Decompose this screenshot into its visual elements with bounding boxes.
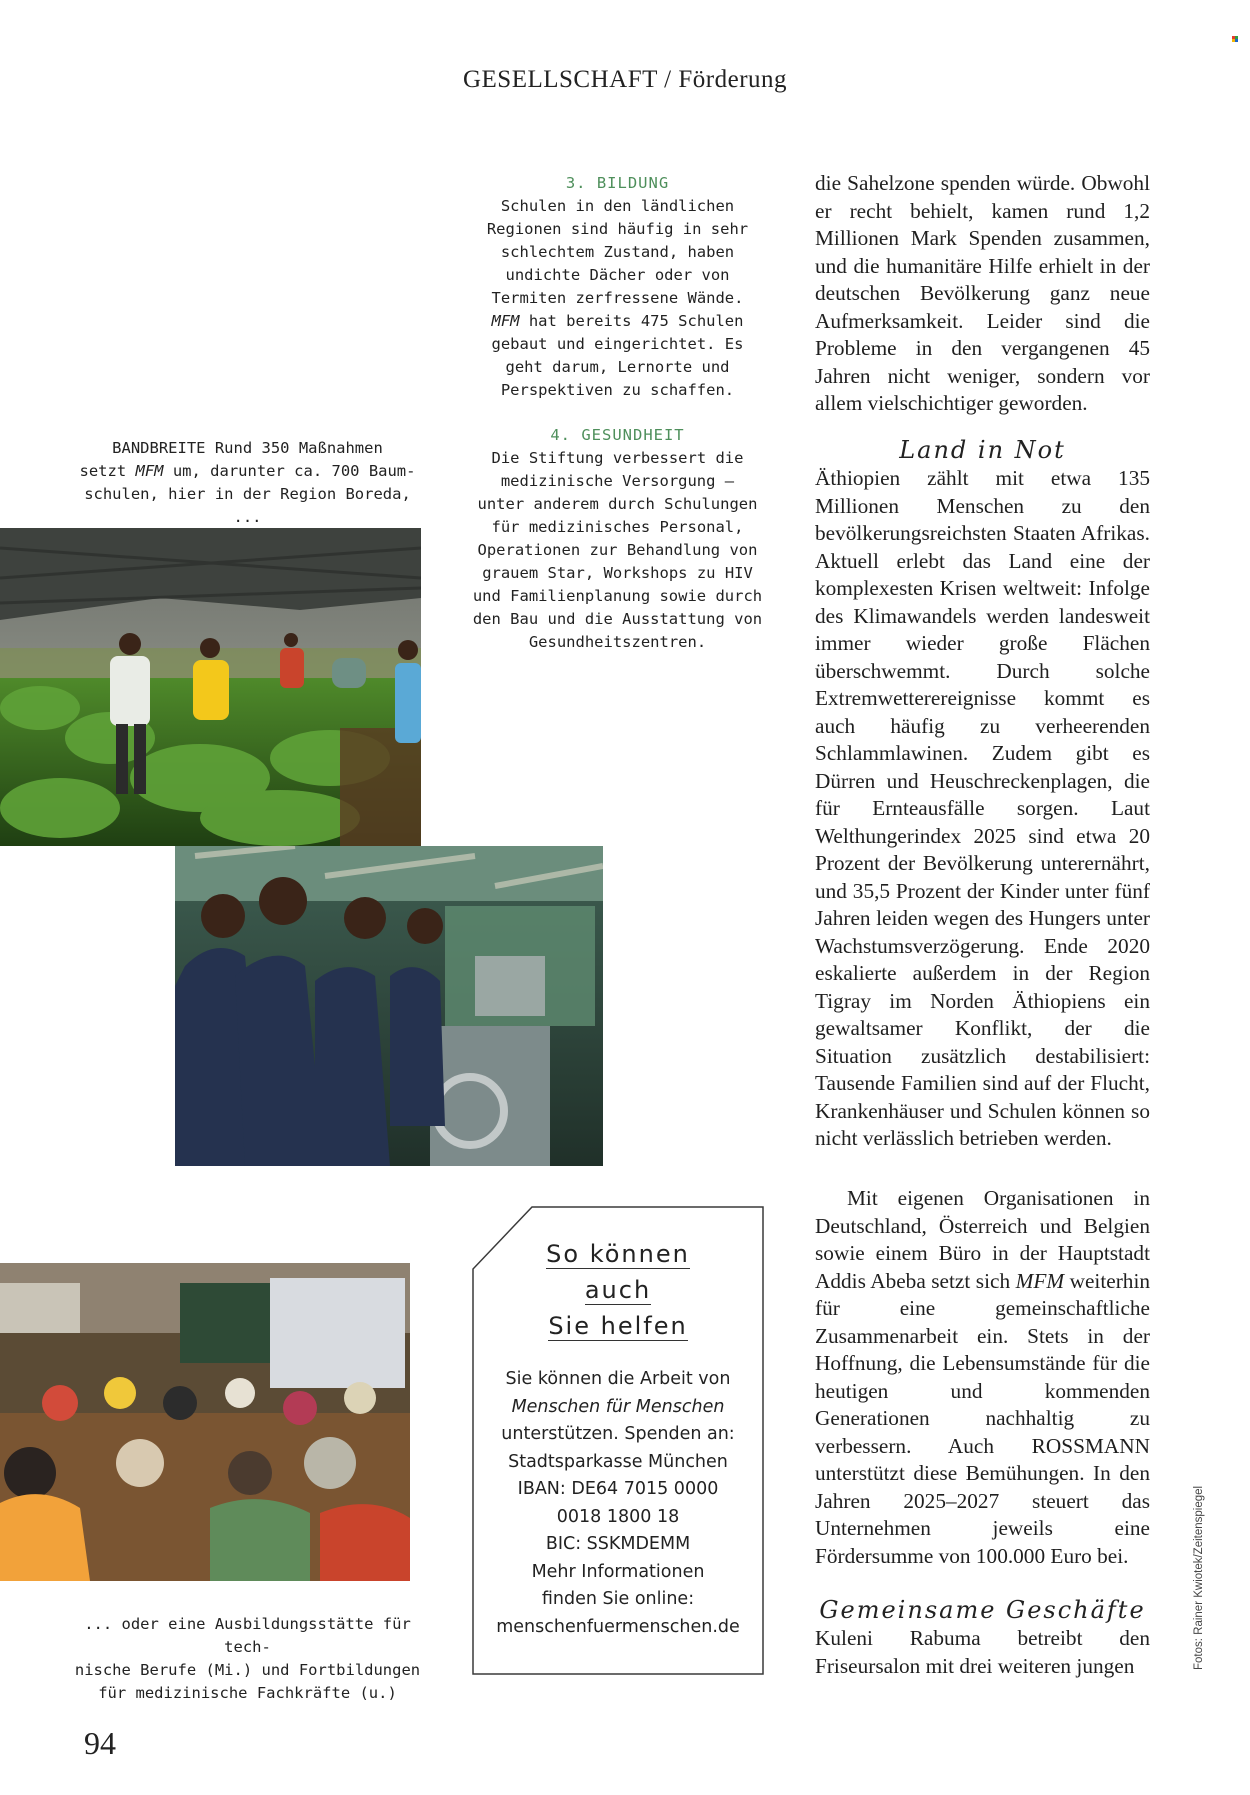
bildung-line: gebaut und eingerichtet. Es bbox=[491, 335, 744, 353]
article-paragraph: Mit eigenen Organisationen in Deutschland, Österreich und Belgien sowie einem Büro in der Hauptstadt Addis Abeba setzt sich MFM weiterhin für eine gemeinschaftliche Zusammenarbeit ein. Stets in der Hoffnung, die Lebensumstände für die heutigen und kommenden Generationen nachhaltig zu verbessern. Auch ROSSMANN unterstützt diese Bemühungen. In den Jahren 2025–2027 steuert das Unternehmen jeweils eine Fördersumme von 100.000 Euro bei. bbox=[815, 1186, 1151, 1568]
corner-color-mark bbox=[1232, 36, 1238, 42]
mfm-abbrev: MFM bbox=[1015, 1268, 1065, 1293]
caption-lead: BANDBREITE bbox=[112, 439, 206, 457]
gesundheit-line: grauem Star, Workshops zu HIV bbox=[482, 564, 753, 582]
infobox-line: finden Sie online: bbox=[541, 1589, 695, 1609]
infobox-org: Menschen für Menschen bbox=[511, 1396, 725, 1417]
article-column bbox=[815, 170, 1150, 1680]
infobox-url-link[interactable]: menschenfuermenschen.de bbox=[496, 1616, 740, 1637]
bildung-line: Schulen in den ländlichen bbox=[500, 197, 735, 215]
tree-nursery-photo bbox=[0, 528, 421, 846]
bildung-line: MFM hat bereits 475 Schulen bbox=[491, 312, 744, 330]
infobox-line: Sie können die Arbeit von bbox=[505, 1369, 731, 1389]
infobox-title-line: Sie helfen bbox=[548, 1312, 688, 1340]
article-paragraph: Äthiopien zählt mit etwa 135 Millionen Menschen zu den bevölkerungsreichsten Staaten Afrikas. Aktuell erlebt das Land eine der komplexesten Krisen weltweit: Infolge des Klimawandels werden landesweit immer wieder große Flächen überschwemmt. Durch solche Extremwetterereignisse kommt es auch häufig zu verheerenden Schlammlawinen. Zudem gibt es Dürren und Heuschreckenplagen, die für Ernteausfälle sorgen. Laut Welthungerindex 2025 sind etwa 20 Prozent der Bevölkerung unterernährt, und 35,5 Prozent der Kinder unter fünf Jahren leiden wegen des Hungers unter Wachstumsverzögerung. Ende 2020 eskalierte außerdem in der Region Tigray im Norden Äthiopiens ein gewaltsamer Konflikt, der die Situation zusätzlich destabilisiert: Tausende Familien sind auf der Flucht, Krankenhäuser und Schulen können so nicht verlässlich betrieben werden. bbox=[815, 466, 1150, 1150]
bildung-line: geht darum, Lernorte und bbox=[505, 358, 730, 376]
gesundheit-line: Gesundheitszentren. bbox=[528, 633, 707, 651]
caption-bottom-line: ... oder eine Ausbildungsstätte für tech- bbox=[84, 1615, 411, 1656]
infobox-iban: 0018 1800 18 bbox=[556, 1506, 680, 1527]
caption-bottom-line: für medizinische Fachkräfte (u.) bbox=[98, 1684, 397, 1702]
infobox-title-line: So können bbox=[546, 1240, 690, 1268]
infobox-bank: Stadtsparkasse München bbox=[508, 1451, 728, 1472]
bildung-line: schlechtem Zustand, haben bbox=[500, 243, 735, 261]
subheading-land-in-not: Land in Not bbox=[899, 436, 1066, 464]
caption-top bbox=[70, 437, 425, 529]
gesundheit-line: unter anderem durch Schulungen bbox=[477, 495, 758, 513]
mfm-abbrev: MFM bbox=[135, 462, 164, 480]
infobox-bic: BIC: SSKMDEMM bbox=[545, 1534, 691, 1554]
bildung-line: undichte Dächer oder von bbox=[505, 266, 730, 284]
gesundheit-line: für medizinisches Personal, bbox=[491, 518, 744, 536]
infobox-title-line: auch bbox=[584, 1276, 652, 1304]
technical-workshop-photo bbox=[175, 846, 603, 1166]
bildung-line: Regionen sind häufig in sehr bbox=[486, 220, 749, 238]
gesundheit-line: und Familienplanung sowie durch bbox=[472, 587, 763, 605]
infobox-title bbox=[472, 1236, 764, 1344]
bildung-line: Termiten zerfressene Wände. bbox=[491, 289, 744, 307]
section-header: GESELLSCHAFT / Förderung bbox=[462, 66, 788, 93]
mfm-abbrev: MFM bbox=[491, 312, 520, 330]
bildung-heading: 3. BILDUNG bbox=[565, 174, 670, 192]
section-bildung bbox=[470, 172, 765, 402]
infobox-iban: IBAN: DE64 7015 0000 bbox=[517, 1479, 719, 1499]
caption-bottom bbox=[70, 1613, 425, 1705]
caption-top-line: BANDBREITE Rund 350 Maßnahmen bbox=[112, 439, 383, 457]
article-paragraph: Kuleni Rabuma betreibt den Friseursalon mit drei weiteren jungen bbox=[815, 1626, 1150, 1678]
caption-top-line: schulen, hier in der Region Boreda, ... bbox=[84, 485, 411, 526]
infobox-line: unterstützen. Spenden an: bbox=[501, 1424, 735, 1444]
article-paragraph: die Sahelzone spenden würde. Obwohl er recht behielt, kamen rund 1,2 Millionen Mark Spenden zusammen, und die humanitäre Hilfe erhielt in der deutschen Bevölkerung ganz neue Aufmerksamkeit. Leider sind die Probleme in den vergangenen 45 Jahren nicht weniger, sondern vor allem vielschichtiger geworden. bbox=[815, 171, 1150, 415]
classroom-training-photo bbox=[0, 1263, 410, 1581]
caption-top-line: setzt MFM um, darunter ca. 700 Baum- bbox=[79, 462, 416, 480]
caption-bottom-line: nische Berufe (Mi.) und Fortbildungen bbox=[74, 1661, 421, 1679]
gesundheit-line: Die Stiftung verbessert die bbox=[491, 449, 744, 467]
bildung-line: Perspektiven zu schaffen. bbox=[500, 381, 735, 399]
section-gesundheit bbox=[465, 424, 770, 654]
infobox-line: Mehr Informationen bbox=[531, 1561, 705, 1582]
subheading-gemeinsame-geschaefte: Gemeinsame Geschäfte bbox=[819, 1596, 1146, 1624]
donation-infobox bbox=[472, 1206, 764, 1675]
page-number: 94 bbox=[84, 1725, 116, 1761]
gesundheit-line: Operationen zur Behandlung von bbox=[477, 541, 758, 559]
gesundheit-heading: 4. GESUNDHEIT bbox=[550, 426, 685, 444]
photo-credit: Fotos: Rainer Kwiotek/Zeitenspiegel bbox=[1193, 1485, 1205, 1670]
gesundheit-line: den Bau und die Ausstattung von bbox=[472, 610, 763, 628]
gesundheit-line: medizinische Versorgung – bbox=[500, 472, 735, 490]
infobox-body bbox=[478, 1366, 758, 1641]
